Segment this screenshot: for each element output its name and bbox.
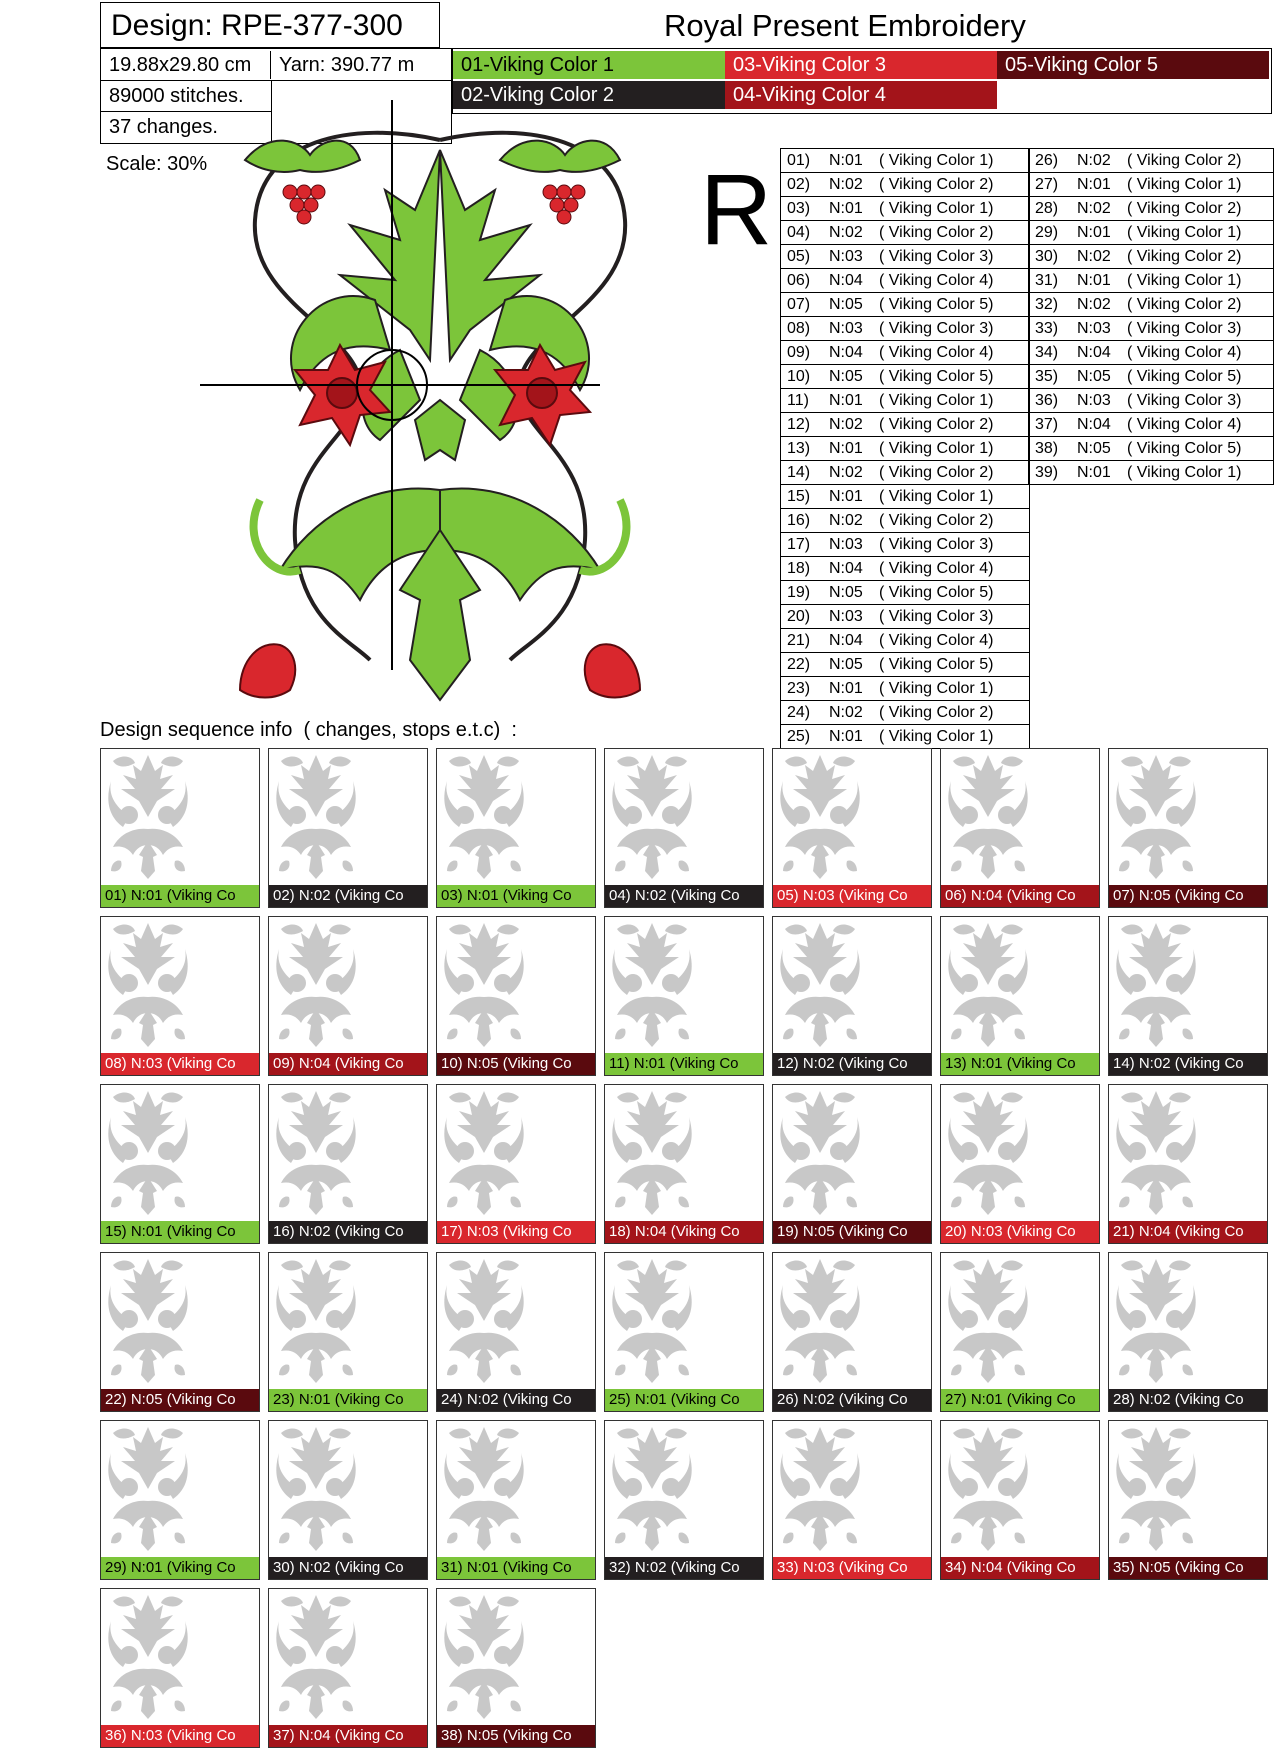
sequence-needle: N:02 [829, 176, 863, 193]
thumbnail-preview [1111, 751, 1201, 890]
sequence-no: 20) [787, 608, 811, 625]
sequence-name: ( Viking Color 4) [879, 632, 994, 649]
sequence-thumbnail [604, 1252, 764, 1412]
thumbnail-preview [103, 1255, 193, 1394]
thumbnail-caption: 20) N:03 (Viking Co [941, 1221, 1099, 1243]
sequence-needle: N:04 [829, 560, 863, 577]
thumbnail-caption: 11) N:01 (Viking Co [605, 1053, 763, 1075]
sequence-needle: N:01 [829, 488, 863, 505]
thumbnail-preview [103, 1423, 193, 1562]
sequence-no: 33) [1035, 320, 1059, 337]
sequence-thumbnail [604, 916, 764, 1076]
sequence-name: ( Viking Color 1) [879, 728, 994, 745]
sequence-needle: N:02 [829, 512, 863, 529]
sequence-name: ( Viking Color 4) [879, 560, 994, 577]
sequence-needle: N:04 [829, 344, 863, 361]
thumbnail-caption: 33) N:03 (Viking Co [773, 1557, 931, 1579]
sequence-name: ( Viking Color 2) [879, 176, 994, 193]
thumbnail-preview [1111, 1255, 1201, 1394]
sequence-no: 32) [1035, 296, 1059, 313]
design-title: Design: RPE-377-300 [111, 9, 403, 42]
sequence-no: 08) [787, 320, 811, 337]
size-value: 19.88x29.80 cm [101, 51, 271, 79]
thumbnail-caption: 08) N:03 (Viking Co [101, 1053, 259, 1075]
sequence-thumbnail [1108, 1084, 1268, 1244]
sequence-no: 28) [1035, 200, 1059, 217]
thumbnail-caption: 38) N:05 (Viking Co [437, 1725, 595, 1747]
sequence-name: ( Viking Color 3) [879, 320, 994, 337]
thumbnail-preview [103, 751, 193, 890]
changes-value: 37 changes. [109, 116, 218, 138]
sequence-no: 37) [1035, 416, 1059, 433]
sequence-name: ( Viking Color 4) [1127, 344, 1242, 361]
sequence-needle: N:01 [829, 392, 863, 409]
sequence-name: ( Viking Color 1) [879, 392, 994, 409]
thumbnail-preview [1111, 1423, 1201, 1562]
sequence-no: 27) [1035, 176, 1059, 193]
sequence-needle: N:01 [1077, 176, 1111, 193]
thumbnail-caption: 06) N:04 (Viking Co [941, 885, 1099, 907]
sequence-needle: N:03 [829, 536, 863, 553]
sequence-needle: N:01 [829, 440, 863, 457]
sequence-thumbnail [100, 916, 260, 1076]
sequence-name: ( Viking Color 2) [879, 464, 994, 481]
sequence-thumbnail [940, 1084, 1100, 1244]
sequence-name: ( Viking Color 1) [879, 152, 994, 169]
thumbnail-preview [607, 1423, 697, 1562]
thumbnail-preview [607, 1255, 697, 1394]
sequence-no: 21) [787, 632, 811, 649]
thumbnail-caption: 12) N:02 (Viking Co [773, 1053, 931, 1075]
sequence-name: ( Viking Color 2) [1127, 200, 1242, 217]
yarn-value: Yarn: 390.77 m [279, 54, 415, 76]
sequence-no: 07) [787, 296, 811, 313]
sequence-name: ( Viking Color 5) [1127, 368, 1242, 385]
registration-letter: R [700, 154, 773, 266]
sequence-name: ( Viking Color 5) [1127, 440, 1242, 457]
sequence-needle: N:05 [829, 368, 863, 385]
thumbnail-caption: 04) N:02 (Viking Co [605, 885, 763, 907]
sequence-needle: N:04 [829, 272, 863, 289]
thumbnail-preview [775, 1087, 865, 1226]
sequence-name: ( Viking Color 2) [879, 512, 994, 529]
sequence-needle: N:01 [829, 200, 863, 217]
sequence-needle: N:05 [829, 656, 863, 673]
sequence-no: 13) [787, 440, 811, 457]
sequence-needle: N:02 [1077, 248, 1111, 265]
sequence-thumbnail [268, 748, 428, 908]
sequence-no: 29) [1035, 224, 1059, 241]
sequence-thumbnail [100, 1420, 260, 1580]
sequence-no: 35) [1035, 368, 1059, 385]
sequence-thumbnail [604, 1084, 764, 1244]
sequence-no: 19) [787, 584, 811, 601]
sequence-name: ( Viking Color 1) [1127, 176, 1242, 193]
sequence-needle: N:02 [829, 704, 863, 721]
thumbnail-caption: 27) N:01 (Viking Co [941, 1389, 1099, 1411]
sequence-thumbnail [1108, 748, 1268, 908]
sequence-no: 12) [787, 416, 811, 433]
sequence-no: 25) [787, 728, 811, 745]
scale-label: Scale: 30% [106, 153, 208, 175]
thumbnail-preview [1111, 919, 1201, 1058]
sequence-thumbnail [100, 1084, 260, 1244]
sequence-thumbnail [100, 748, 260, 908]
sequence-needle: N:03 [1077, 392, 1111, 409]
sequence-name: ( Viking Color 2) [879, 224, 994, 241]
sequence-needle: N:03 [1077, 320, 1111, 337]
thumbnail-caption: 14) N:02 (Viking Co [1109, 1053, 1267, 1075]
sequence-name: ( Viking Color 5) [879, 368, 994, 385]
sequence-name: ( Viking Color 1) [1127, 224, 1242, 241]
sequence-thumbnail [940, 1252, 1100, 1412]
sequence-no: 02) [787, 176, 811, 193]
sequence-name: ( Viking Color 4) [879, 344, 994, 361]
sequence-name: ( Viking Color 5) [879, 584, 994, 601]
sequence-name: ( Viking Color 1) [879, 200, 994, 217]
sequence-thumbnail [772, 1084, 932, 1244]
sequence-name: ( Viking Color 2) [1127, 152, 1242, 169]
thumbnail-preview [439, 1255, 529, 1394]
sequence-needle: N:01 [829, 152, 863, 169]
sequence-no: 09) [787, 344, 811, 361]
thumbnail-caption: 01) N:01 (Viking Co [101, 885, 259, 907]
thumbnail-caption: 37) N:04 (Viking Co [269, 1725, 427, 1747]
thumbnail-caption: 07) N:05 (Viking Co [1109, 885, 1267, 907]
sequence-needle: N:05 [829, 584, 863, 601]
sequence-name: ( Viking Color 1) [879, 440, 994, 457]
sequence-name: ( Viking Color 1) [879, 488, 994, 505]
sequence-no: 22) [787, 656, 811, 673]
thumbnail-preview [607, 1087, 697, 1226]
sequence-thumbnail [268, 1420, 428, 1580]
thumbnail-preview [271, 751, 361, 890]
sequence-thumbnail [1108, 1252, 1268, 1412]
sequence-thumbnail [604, 748, 764, 908]
sequence-no: 36) [1035, 392, 1059, 409]
stitches-value: 89000 stitches. [109, 85, 244, 107]
thumbnail-preview [943, 751, 1033, 890]
sequence-needle: N:02 [829, 224, 863, 241]
sequence-no: 04) [787, 224, 811, 241]
thumbnail-caption: 28) N:02 (Viking Co [1109, 1389, 1267, 1411]
thumbnail-caption: 24) N:02 (Viking Co [437, 1389, 595, 1411]
thumbnail-caption: 17) N:03 (Viking Co [437, 1221, 595, 1243]
sequence-name: ( Viking Color 5) [879, 656, 994, 673]
sequence-thumbnail [940, 916, 1100, 1076]
sequence-thumbnail [604, 1420, 764, 1580]
thumbnail-caption: 03) N:01 (Viking Co [437, 885, 595, 907]
thumbnail-caption: 26) N:02 (Viking Co [773, 1389, 931, 1411]
sequence-needle: N:02 [1077, 200, 1111, 217]
sequence-needle: N:03 [829, 320, 863, 337]
thumbnail-preview [271, 1087, 361, 1226]
thumbnail-caption: 22) N:05 (Viking Co [101, 1389, 259, 1411]
sequence-thumbnail [1108, 1420, 1268, 1580]
thumbnail-caption: 02) N:02 (Viking Co [269, 885, 427, 907]
sequence-needle: N:01 [829, 728, 863, 745]
sequence-no: 34) [1035, 344, 1059, 361]
thumbnail-preview [775, 1255, 865, 1394]
sequence-thumbnail [772, 1252, 932, 1412]
thumbnail-preview [1111, 1087, 1201, 1226]
sequence-no: 15) [787, 488, 811, 505]
sequence-name: ( Viking Color 3) [879, 608, 994, 625]
sequence-thumbnail [100, 1252, 260, 1412]
sequence-no: 39) [1035, 464, 1059, 481]
palette-color-5: 05-Viking Color 5 [997, 51, 1269, 79]
sequence-name: ( Viking Color 4) [1127, 416, 1242, 433]
sequence-title: Design sequence info ( changes, stops e.t.c) : [100, 719, 517, 741]
thumbnail-caption: 36) N:03 (Viking Co [101, 1725, 259, 1747]
thumbnail-caption: 30) N:02 (Viking Co [269, 1557, 427, 1579]
sequence-name: ( Viking Color 2) [1127, 248, 1242, 265]
sequence-no: 01) [787, 152, 811, 169]
sequence-no: 26) [1035, 152, 1059, 169]
thumbnail-preview [271, 1591, 361, 1730]
sequence-thumbnail [268, 1252, 428, 1412]
sequence-needle: N:03 [829, 608, 863, 625]
sequence-needle: N:01 [1077, 224, 1111, 241]
sequence-no: 17) [787, 536, 811, 553]
thumbnail-preview [271, 1255, 361, 1394]
sequence-needle: N:05 [829, 296, 863, 313]
thumbnail-caption: 09) N:04 (Viking Co [269, 1053, 427, 1075]
thumbnail-caption: 19) N:05 (Viking Co [773, 1221, 931, 1243]
palette-color-4: 04-Viking Color 4 [725, 81, 997, 109]
sequence-needle: N:01 [1077, 464, 1111, 481]
sequence-thumbnail [772, 916, 932, 1076]
sequence-no: 11) [787, 392, 809, 409]
palette-color-1: 01-Viking Color 1 [453, 51, 725, 79]
sequence-thumbnail [268, 1084, 428, 1244]
thumbnail-caption: 21) N:04 (Viking Co [1109, 1221, 1267, 1243]
sequence-name: ( Viking Color 1) [1127, 464, 1242, 481]
sequence-name: ( Viking Color 3) [879, 536, 994, 553]
thumbnail-caption: 25) N:01 (Viking Co [605, 1389, 763, 1411]
thumbnail-preview [439, 1423, 529, 1562]
sequence-needle: N:02 [829, 416, 863, 433]
palette-color-2: 02-Viking Color 2 [453, 81, 725, 109]
sequence-name: ( Viking Color 3) [879, 248, 994, 265]
sequence-needle: N:02 [829, 464, 863, 481]
sequence-no: 38) [1035, 440, 1059, 457]
sequence-thumbnail [940, 748, 1100, 908]
sequence-needle: N:05 [1077, 440, 1111, 457]
sequence-thumbnail [436, 1588, 596, 1748]
sequence-thumbnail [940, 1420, 1100, 1580]
sequence-no: 31) [1035, 272, 1059, 289]
thumbnail-preview [775, 751, 865, 890]
thumbnail-caption: 35) N:05 (Viking Co [1109, 1557, 1267, 1579]
sequence-no: 23) [787, 680, 811, 697]
thumbnail-preview [439, 919, 529, 1058]
sequence-name: ( Viking Color 5) [879, 296, 994, 313]
sequence-needle: N:04 [829, 632, 863, 649]
sequence-thumbnail [100, 1588, 260, 1748]
sequence-needle: N:03 [829, 248, 863, 265]
sequence-thumbnail [436, 916, 596, 1076]
thumbnail-preview [439, 1087, 529, 1226]
thumbnail-caption: 32) N:02 (Viking Co [605, 1557, 763, 1579]
sequence-thumbnail [436, 1084, 596, 1244]
sequence-no: 10) [787, 368, 811, 385]
sequence-thumbnail [268, 916, 428, 1076]
sequence-no: 24) [787, 704, 811, 721]
thumbnail-caption: 10) N:05 (Viking Co [437, 1053, 595, 1075]
thumbnail-preview [943, 1255, 1033, 1394]
thumbnail-preview [103, 1087, 193, 1226]
thumbnail-caption: 18) N:04 (Viking Co [605, 1221, 763, 1243]
thumbnail-caption: 05) N:03 (Viking Co [773, 885, 931, 907]
sequence-needle: N:02 [1077, 152, 1111, 169]
thumbnail-preview [943, 1087, 1033, 1226]
thumbnail-preview [271, 1423, 361, 1562]
sequence-name: ( Viking Color 4) [879, 272, 994, 289]
thumbnail-preview [271, 919, 361, 1058]
sequence-thumbnail [436, 748, 596, 908]
sequence-needle: N:02 [1077, 296, 1111, 313]
sequence-thumbnail [436, 1252, 596, 1412]
thumbnail-preview [607, 751, 697, 890]
sequence-thumbnail [772, 1420, 932, 1580]
sequence-needle: N:01 [829, 680, 863, 697]
thumbnail-preview [607, 919, 697, 1058]
sequence-no: 16) [787, 512, 811, 529]
thumbnail-caption: 31) N:01 (Viking Co [437, 1557, 595, 1579]
sequence-no: 06) [787, 272, 811, 289]
palette-color-3: 03-Viking Color 3 [725, 51, 997, 79]
thumbnail-preview [775, 919, 865, 1058]
thumbnail-caption: 29) N:01 (Viking Co [101, 1557, 259, 1579]
thumbnail-preview [103, 919, 193, 1058]
sequence-name: ( Viking Color 2) [1127, 296, 1242, 313]
sequence-needle: N:01 [1077, 272, 1111, 289]
thumbnail-preview [943, 919, 1033, 1058]
thumbnail-caption: 15) N:01 (Viking Co [101, 1221, 259, 1243]
sequence-no: 14) [787, 464, 811, 481]
sequence-no: 18) [787, 560, 811, 577]
thumbnail-caption: 13) N:01 (Viking Co [941, 1053, 1099, 1075]
thumbnail-preview [439, 1591, 529, 1730]
thumbnail-preview [943, 1423, 1033, 1562]
thumbnail-preview [103, 1591, 193, 1730]
sequence-thumbnail [772, 748, 932, 908]
sequence-name: ( Viking Color 3) [1127, 320, 1242, 337]
sequence-thumbnail [268, 1588, 428, 1748]
sequence-no: 30) [1035, 248, 1059, 265]
sequence-name: ( Viking Color 1) [1127, 272, 1242, 289]
sequence-needle: N:05 [1077, 368, 1111, 385]
thumbnail-preview [775, 1423, 865, 1562]
thumbnail-preview [439, 751, 529, 890]
sequence-thumbnail [1108, 916, 1268, 1076]
sequence-no: 03) [787, 200, 811, 217]
sequence-needle: N:04 [1077, 416, 1111, 433]
sequence-name: ( Viking Color 1) [879, 680, 994, 697]
thumbnail-caption: 34) N:04 (Viking Co [941, 1557, 1099, 1579]
sequence-name: ( Viking Color 3) [1127, 392, 1242, 409]
sequence-name: ( Viking Color 2) [879, 416, 994, 433]
sequence-name: ( Viking Color 2) [879, 704, 994, 721]
brand-title: Royal Present Embroidery [664, 8, 1026, 43]
thumbnail-caption: 23) N:01 (Viking Co [269, 1389, 427, 1411]
sequence-needle: N:04 [1077, 344, 1111, 361]
thumbnail-caption: 16) N:02 (Viking Co [269, 1221, 427, 1243]
sequence-no: 05) [787, 248, 811, 265]
sequence-thumbnail [436, 1420, 596, 1580]
